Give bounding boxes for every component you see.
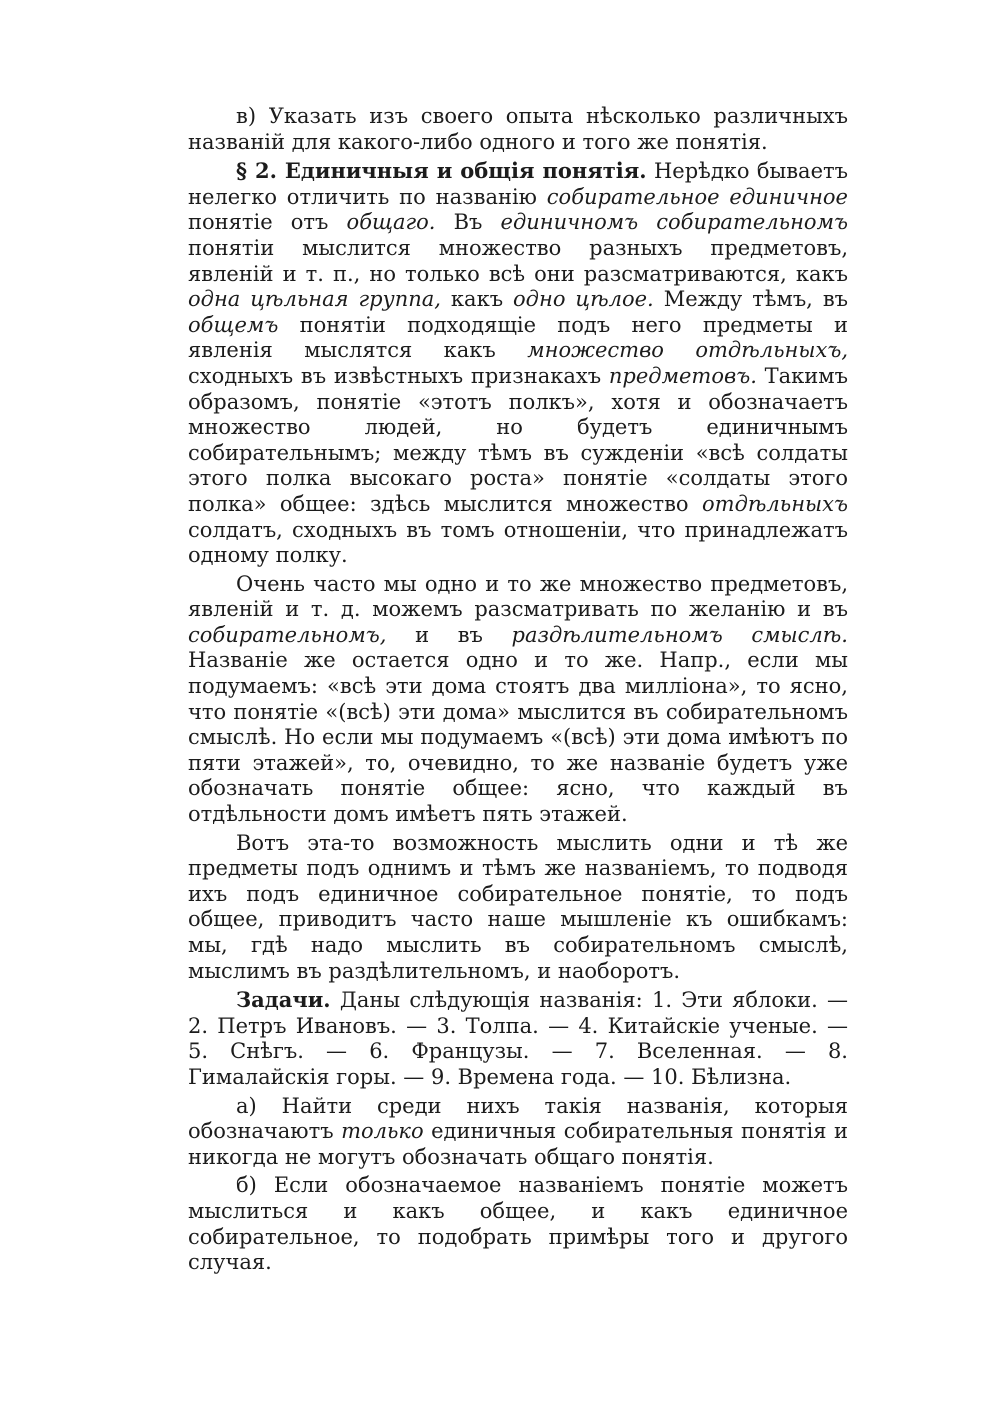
- italic-run: предметовъ.: [608, 363, 757, 388]
- italic-run: одно цѣлое.: [513, 287, 654, 312]
- text-run: понятіи мыслится множество разныхъ предметовъ, явленій и т. п., но только всѣ они разсматриваются, какъ: [188, 235, 848, 286]
- text-run: понятіе отъ: [188, 210, 347, 235]
- text-run: Такимъ образомъ, понятіе «этотъ полкъ», хотя и обозначаетъ множество людей, но будетъ единичнымъ собирательнымъ; между тѣмъ въ сужденіи «всѣ солдаты этого полка высокаго роста» понятіе «солдаты этого полка» общее: здѣсь мыслится множество: [188, 363, 848, 516]
- text-run: единичныя собирательныя понятія и никогда не могутъ обозначать общаго понятія.: [188, 1119, 848, 1169]
- text-run: Очень часто мы одно и то же множество предметовъ, явленій и т. д. можемъ разсматривать по желанію и въ: [188, 571, 848, 622]
- page-body: [188, 104, 848, 1279]
- paragraph-tasks: [188, 987, 848, 1090]
- text-run: Даны слѣдующія названія: 1. Эти яблоки. — 2. Петръ Ивановъ. — 3. Толпа. — 4. Китайскіе ученые. — 5. Снѣгъ. — 6. Французы. — 7. Вселенная. — 8. Гималайскія горы. — 9. Времена года. — 10. Бѣлизна.: [188, 988, 848, 1089]
- paragraph-exercise-c: в) Указать изъ своего опыта нѣсколько различныхъ названій для какого-либо одного и того же понятія.: [188, 104, 848, 154]
- text-run: Между тѣмъ, въ: [653, 287, 848, 312]
- tasks-heading: Задачи.: [236, 987, 331, 1013]
- italic-run: раздѣлительномъ смыслѣ.: [511, 622, 848, 647]
- italic-run: только: [341, 1119, 424, 1144]
- italic-run: множество отдѣльныхъ,: [527, 338, 848, 363]
- italic-run: общаго.: [346, 210, 436, 235]
- text-run: Названіе же остается одно и то же. Напр., если мы подумаемъ: «всѣ эти дома стоятъ два милліона», то ясно, что понятіе «(всѣ) эти дома» мыслится въ собирательномъ смыслѣ. Но если мы подумаемъ «(всѣ) эти дома имѣютъ по пяти этажей», то, очевидно, то же названіе будетъ уже обозначать понятіе общее: ясно, что каждый въ отдѣльности домъ имѣетъ пять этажей.: [188, 648, 848, 827]
- italic-run: собирательномъ,: [188, 622, 387, 647]
- italic-run: общемъ: [188, 312, 279, 337]
- text-run: сходныхъ въ извѣстныхъ признакахъ: [188, 363, 609, 388]
- text-run: понятіи подходящіе подъ него предметы и явленія мыслятся какъ: [188, 312, 848, 363]
- section-heading: § 2. Единичныя и общія понятія.: [236, 158, 647, 184]
- text-run: а) Найти среди нихъ такія названія, которыя обозначаютъ: [188, 1093, 848, 1144]
- paragraph-collective-vs-distributive: [188, 572, 848, 828]
- italic-run: собирательное единичное: [546, 184, 848, 209]
- italic-run: одна цѣльная группа,: [188, 287, 441, 312]
- text-run: солдатъ, сходныхъ въ томъ отношеніи, что принадлежатъ одному полку.: [188, 517, 848, 568]
- text-run: Нерѣдко бываетъ нелегко отличить по названію: [188, 159, 848, 209]
- italic-run: единичномъ собирательномъ: [500, 210, 848, 235]
- text-run: Въ: [435, 210, 501, 235]
- paragraph-section-2: [188, 158, 848, 569]
- text-run: какъ: [440, 287, 514, 312]
- italic-run: отдѣльныхъ: [702, 491, 848, 516]
- text-run: и въ: [386, 622, 512, 647]
- paragraph-task-a: [188, 1094, 848, 1171]
- paragraph-errors: Вотъ эта-то возможность мыслить одни и тѣ же предметы подъ однимъ и тѣмъ же названіемъ, то подводя ихъ подъ единичное собирательное понятіе, то подъ общее, приводитъ часто наше мышленіе къ ошибкамъ: мы, гдѣ надо мыслить въ собирательномъ смыслѣ, мыслимъ въ раздѣлительномъ, и наоборотъ.: [188, 830, 848, 983]
- paragraph-task-b: б) Если обозначаемое названіемъ понятіе можетъ мыслиться и какъ общее, и какъ единичное собирательное, то подобрать примѣры того и другого случая.: [188, 1173, 848, 1275]
